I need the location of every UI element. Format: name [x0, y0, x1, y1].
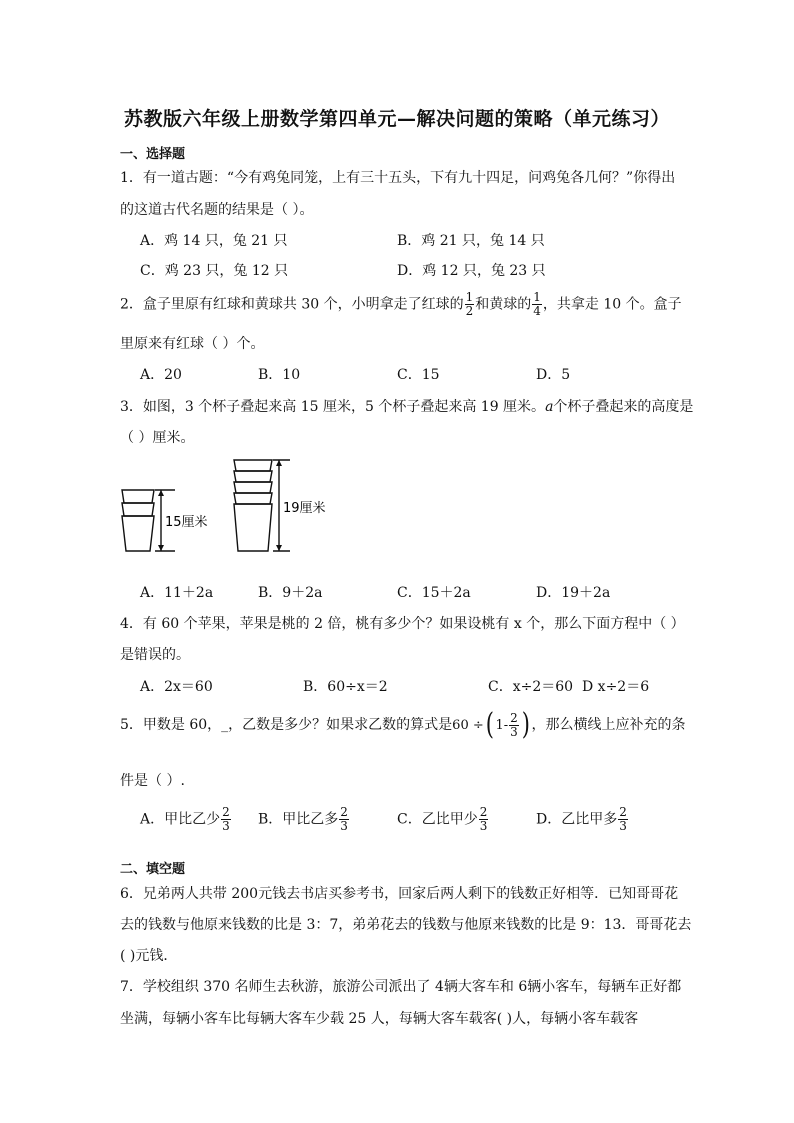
section-fill-heading: 二、填空题 — [120, 862, 186, 877]
q5-formula-fraction: $\frac{2}{3}$ — [510, 710, 518, 739]
q5-option-a: A．甲比乙少 $\frac{2}{3}$ — [140, 805, 230, 833]
q3-option-b: B．9＋2a — [258, 585, 323, 601]
section-choice-heading: 一、选择题 — [120, 147, 186, 162]
arrowhead-right-bottom — [276, 545, 282, 551]
q5-line1-text-b: ，那么横线上应补充的条 — [531, 717, 686, 733]
q6-line1: 6．兄弟两人共带 200元钱去书店买参考书，回家后两人剩下的钱数正好相等．已知哥哥花 — [120, 886, 679, 902]
q1-option-c: C．鸡 23 只，兔 12 只 — [140, 263, 289, 279]
arrowhead-left-top — [158, 490, 164, 496]
q4-line2: 是错误的。 — [120, 647, 190, 663]
q2-line1-text-b: 和黄球的 — [475, 296, 532, 313]
q5-option-d: D．乙比甲多 $\frac{2}{3}$ — [536, 805, 627, 833]
cup-left-2 — [122, 503, 154, 516]
q6-line3: ( )元钱． — [120, 948, 178, 964]
q2-line1 — [120, 291, 682, 318]
q4-option-a: A．2x＝60 — [140, 679, 213, 695]
q3-option-c: C．15＋2a — [397, 585, 471, 601]
arrowhead-right-top — [276, 460, 282, 466]
arrowhead-left-bottom — [158, 545, 164, 551]
page-title: 苏教版六年级上册数学第四单元—解决问题的策略（单元练习） — [123, 108, 670, 130]
q3-option-a: A．11＋2a — [140, 585, 214, 601]
cup-right-3 — [234, 482, 272, 493]
q5-option-c: C．乙比甲少 $\frac{2}{3}$ — [397, 805, 488, 833]
q1-option-a: A．鸡 14 只，兔 21 只 — [140, 233, 288, 249]
stacked-cups-figure — [118, 458, 338, 558]
q5-left-paren: ( — [485, 707, 494, 742]
q2-fraction-half: $\frac{1}{2}$ — [465, 290, 474, 318]
q5-line1 — [120, 707, 686, 742]
q3-option-d: D．19＋2a — [536, 585, 611, 601]
q5-right-paren: ) — [521, 707, 530, 742]
q2-line1-text-c: ，共拿走 10 个。盒子 — [542, 296, 682, 313]
q4-option-d: D x÷2＝6 — [582, 679, 650, 695]
q2-line2: 里原来有红球（ ）个。 — [120, 336, 265, 352]
q1-option-b: B．鸡 21 只，兔 14 只 — [397, 233, 545, 249]
q1-option-d: D．鸡 12 只，兔 23 只 — [397, 263, 546, 279]
q7-line1: 7．学校组织 370 名师生去秋游，旅游公司派出了 4辆大客车和 6辆小客车，每辆车正好都 — [120, 979, 682, 995]
height-label-19: 19厘米 — [283, 501, 326, 516]
q4-option-c: C．x÷2＝60 — [488, 679, 574, 695]
cup-right-2 — [234, 471, 272, 482]
q2-option-b: B．10 — [258, 367, 301, 383]
q2-fraction-quarter: $\frac{1}{4}$ — [533, 290, 541, 318]
q1-line1: 1．有一道古题：“今有鸡兔同笼，上有三十五头，下有九十四足，问鸡兔各几何？”你得出 — [120, 170, 676, 186]
cup-left-3 — [122, 516, 154, 551]
q3-variable-a: a — [545, 399, 554, 415]
q2-option-c: C．15 — [397, 367, 440, 383]
q2-option-d: D．5 — [536, 367, 571, 383]
q6-line2: 去的钱数与他原来钱数的比是 3：7，弟弟花去的钱数与他原来钱数的比是 9：13．哥哥花去 — [120, 917, 692, 933]
q5-line2: 件是（ ）. — [120, 773, 185, 789]
q3-line1 — [120, 396, 693, 416]
q1-line2: 的这道古代名题的结果是（ ）。 — [120, 202, 314, 218]
height-label-15: 15厘米 — [165, 515, 208, 530]
q5-line1-text-a: 5．甲数是 60，_，乙数是多少？如果求乙数的算式是 — [120, 717, 453, 733]
q3-line1-text-a: 3．如图，3 个杯子叠起来高 15 厘米，5 个杯子叠起来高 19 厘米。 — [120, 399, 546, 415]
q5-formula-inner: 1- — [495, 718, 509, 733]
q5-option-b: B．甲比乙多 $\frac{2}{3}$ — [258, 805, 348, 833]
q3-line1-text-b: 个杯子叠起来的高度是 — [553, 399, 694, 415]
q3-line2: （ ）厘米。 — [120, 430, 195, 446]
q4-option-b: B．60÷x＝2 — [303, 679, 388, 695]
cup-right-5 — [234, 504, 272, 551]
cup-left-1 — [122, 490, 154, 503]
q4-line1: 4．有 60 个苹果，苹果是桃的 2 倍，桃有多少个？如果设桃有 x 个，那么下面方程中（ ） — [120, 616, 685, 632]
cup-right-1 — [234, 460, 272, 471]
cup-right-4 — [234, 493, 272, 504]
q7-line2: 坐满，每辆小客车比每辆大客车少载 25 人，每辆大客车载客( )人，每辆小客车载客 — [120, 1011, 639, 1027]
q5-formula-prefix: 60 ÷ — [452, 718, 484, 733]
q2-line1-text-a: 2．盒子里原有红球和黄球共 30 个，小明拿走了红球的 — [120, 296, 464, 313]
q2-option-a: A．20 — [140, 367, 182, 383]
